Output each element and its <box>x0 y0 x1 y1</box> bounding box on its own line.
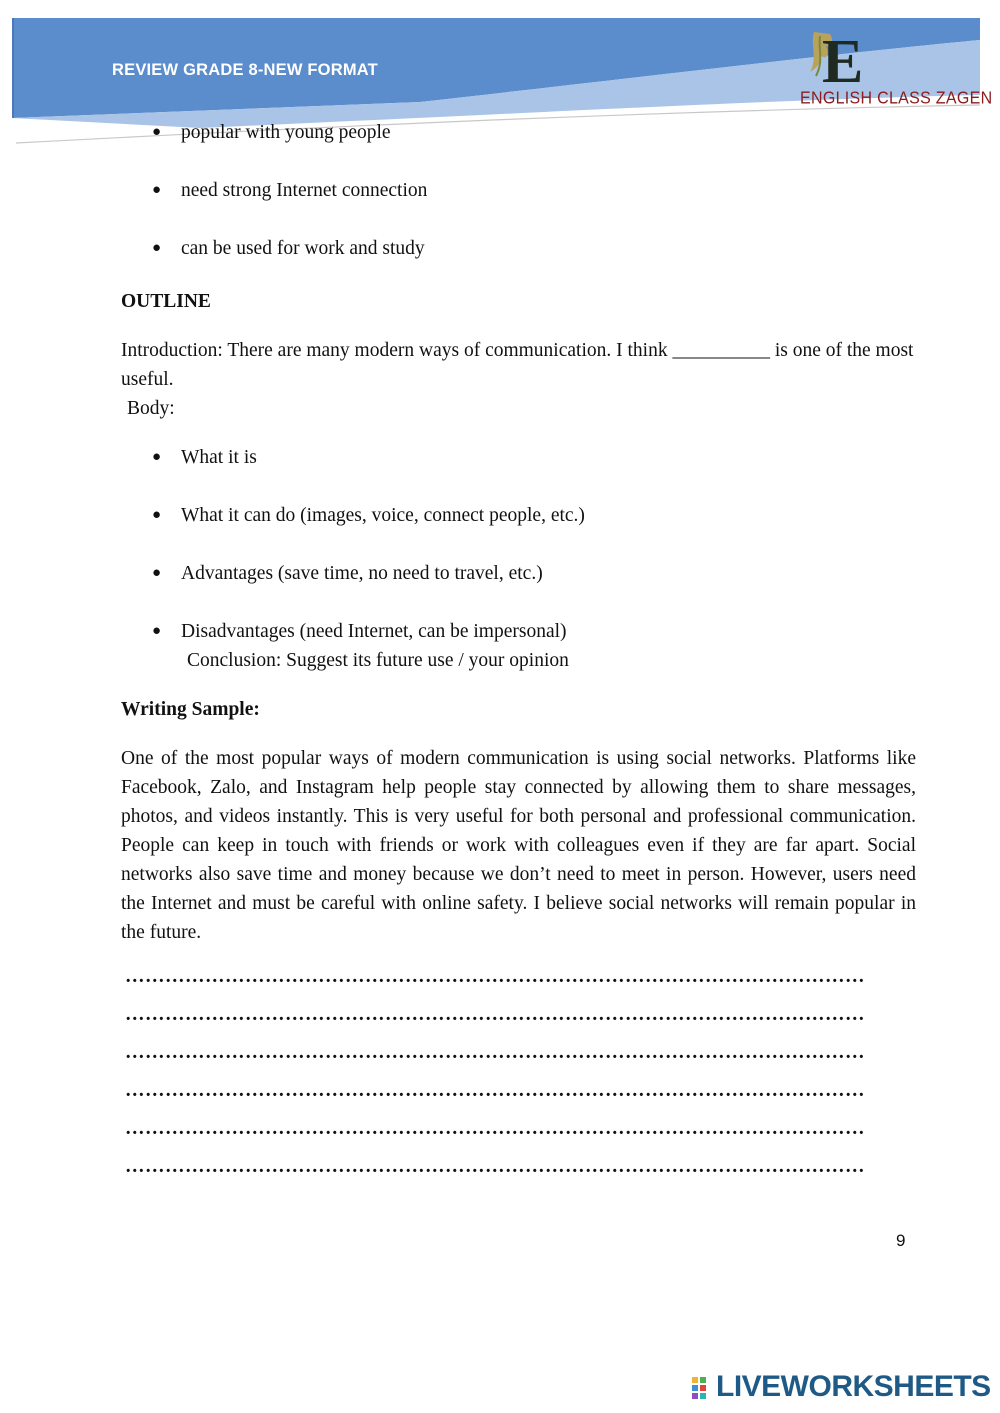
logo-text: ENGLISH CLASS ZAGEN <box>800 89 993 108</box>
disadvantages-text: Disadvantages (need Internet, can be impersonal) <box>181 621 567 642</box>
list-item <box>121 617 916 675</box>
answer-line[interactable]: ………………………………………………………………………………………………… <box>125 966 865 987</box>
answer-lines[interactable] <box>121 962 916 1190</box>
liveworksheets-icon <box>692 1377 714 1401</box>
list-item: ● What it can do (images, voice, connect people, etc.) <box>121 501 916 530</box>
list-item: ● What it is <box>121 443 916 472</box>
outline-conclusion: Conclusion: Suggest its future use / your opinion <box>187 650 569 671</box>
outline-heading: OUTLINE <box>121 291 211 312</box>
answer-line[interactable]: ………………………………………………………………………………………………… <box>125 1042 865 1063</box>
list-item: ● need strong Internet connection <box>121 176 916 205</box>
writing-sample-text: One of the most popular ways of modern communication is using social networks. Platforms like Facebook, Zalo, and Instagram help people stay connected by allowing them to share messages, photos, and videos instantly. This is very useful for both personal and professional communication. People can keep in touch with friends or work with colleagues even if they are far apart. Social networks also save time and money because we don’t need to meet in person. However, users need the Internet and must be careful with online safety. I believe social networks will remain popular in the future. <box>121 748 916 943</box>
answer-line[interactable]: ………………………………………………………………………………………………… <box>125 1118 865 1139</box>
answer-line[interactable]: ………………………………………………………………………………………………… <box>125 1156 865 1177</box>
svg-text:E: E <box>822 28 864 96</box>
features-list <box>121 118 916 263</box>
liveworksheets-text: LIVEWORKSHEETS <box>716 1370 991 1403</box>
worksheet-content <box>121 118 916 1190</box>
writing-sample-heading: Writing Sample: <box>121 699 260 720</box>
english-class-zagen-logo <box>800 24 993 116</box>
list-item: ● can be used for work and study <box>121 234 916 263</box>
list-item: ● Advantages (save time, no need to travel, etc.) <box>121 559 916 588</box>
answer-line[interactable]: ………………………………………………………………………………………………… <box>125 1004 865 1025</box>
list-item: ● popular with young people <box>121 118 916 147</box>
outline-introduction: Introduction: There are many modern ways of communication. I think __________ is one of the most useful. <box>121 340 914 390</box>
header-title: REVIEW GRADE 8-NEW FORMAT <box>112 61 378 79</box>
logo-e-icon <box>800 24 864 96</box>
answer-line[interactable]: ………………………………………………………………………………………………… <box>125 1080 865 1101</box>
outline-body-list <box>121 443 916 675</box>
outline-body-label: Body: <box>127 398 175 419</box>
page-number: 9 <box>896 1231 906 1250</box>
